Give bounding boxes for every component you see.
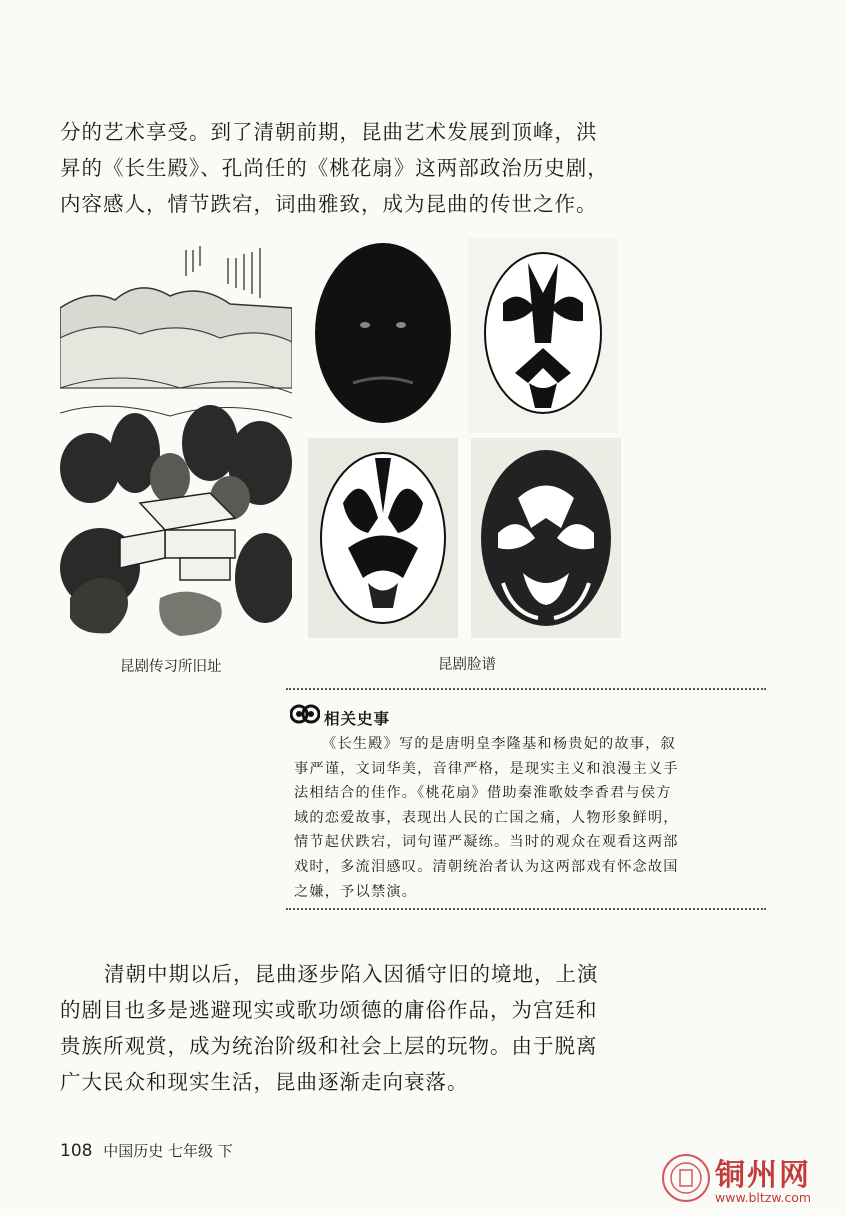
sidebar-text — [294, 732, 764, 904]
text-line: 的剧目也多是逃避现实或歌功颂德的庸俗作品，为宫廷和 — [60, 998, 598, 1022]
mask-pattern-face-1 — [468, 238, 618, 433]
text-line: 广大民众和现实生活，昆曲逐渐走向衰落。 — [60, 1070, 469, 1094]
book-title: 中国历史 七年级 下 — [103, 1142, 233, 1160]
watermark-url: www.bltzw.com — [715, 1190, 812, 1205]
paragraph-1 — [60, 114, 609, 222]
top-divider — [286, 688, 766, 690]
watermark-logo-icon — [660, 1152, 712, 1204]
kunju-school-painting — [60, 238, 292, 640]
site-watermark — [660, 1148, 840, 1210]
swirl-icon — [290, 702, 320, 726]
sidebar-line: 《长生殿》写的是唐明皇李隆基和杨贵妃的故事，叙 — [322, 736, 676, 752]
sidebar-line: 戏时，多流泪感叹。清朝统治者认为这两部戏有怀念故国 — [294, 858, 679, 875]
text-line: 贵族所观赏，成为统治阶级和社会上层的玩物。由于脱离 — [60, 1034, 598, 1058]
text-line: 昇的《长生殿》、孔尚任的《桃花扇》这两部政治历史剧， — [60, 156, 609, 180]
related-history-box — [286, 688, 766, 910]
page-number: 108 — [60, 1141, 93, 1161]
sidebar-line: 之嫌，予以禁演。 — [294, 883, 418, 900]
sidebar-line: 情节起伏跌宕，词句谨严凝练。当时的观众在观看这两部 — [294, 834, 679, 851]
text-line: 内容感人，情节跌宕，词曲雅致，成为昆曲的传世之作。 — [60, 192, 598, 216]
sidebar-line: 法相结合的佳作。《桃花扇》借助秦淮歌妓李香君与侯方 — [294, 785, 672, 802]
mask-pattern-face-3 — [471, 438, 621, 638]
watermark-title: 铜州网 — [715, 1158, 811, 1193]
mask-pattern-face-2 — [308, 438, 458, 638]
figure-caption-left: 昆剧传习所旧址 — [120, 659, 222, 675]
text-line-content: 清朝中期以后，昆曲逐步陷入因循守旧的境地，上演 — [104, 962, 599, 986]
page-footer — [60, 1140, 233, 1161]
sidebar-title: 相关史事 — [324, 710, 391, 728]
sidebar-line: 事严谨，文词华美，音律严格，是现实主义和浪漫主义手 — [294, 760, 679, 777]
kunqu-face-masks — [303, 233, 625, 643]
bottom-divider — [286, 908, 766, 910]
paragraph-2 — [60, 956, 599, 1100]
mask-black-face — [315, 243, 451, 423]
text-line: 分的艺术享受。到了清朝前期，昆曲艺术发展到顶峰，洪 — [60, 120, 598, 144]
sidebar-line: 域的恋爱故事，表现出人民的亡国之痛，人物形象鲜明， — [294, 809, 679, 826]
figure-caption-right: 昆剧脸谱 — [438, 657, 496, 673]
text-line — [60, 956, 599, 992]
